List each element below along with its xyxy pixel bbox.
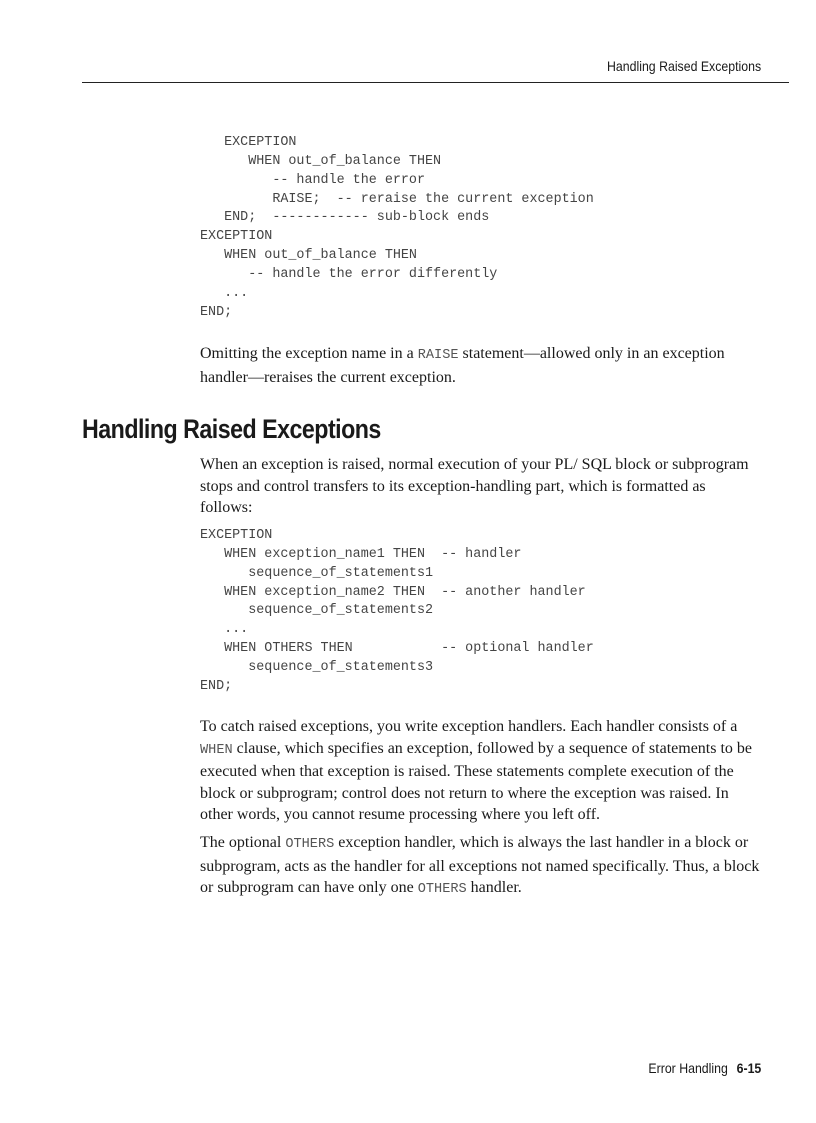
running-header: Handling Raised Exceptions xyxy=(606,58,761,74)
paragraph-text: statement—allowed only in an exception handler—reraises the current exception. xyxy=(200,345,725,386)
inline-code-others: OTHERS xyxy=(417,882,467,897)
page-number: 6-15 xyxy=(736,1060,761,1076)
inline-code-when: WHEN xyxy=(200,742,233,758)
code-block-reraise: EXCEPTION WHEN out_of_balance THEN -- handle the error RAISE; -- reraise the current exception END; ------------ sub-block ends EXCEPTION WHEN out_of_balance THEN -- handle the error differently ... END; xyxy=(200,135,594,320)
paragraph-omitting-exception-name xyxy=(200,343,760,388)
running-footer xyxy=(648,1060,761,1076)
paragraph-text: The optional xyxy=(200,834,286,851)
header-divider xyxy=(82,82,789,83)
paragraph-text: Omitting the exception name in a xyxy=(200,345,418,362)
paragraph-catch-exceptions xyxy=(200,716,760,826)
paragraph-others-handler xyxy=(200,832,760,901)
paragraph-text: handler. xyxy=(466,879,522,896)
paragraph-intro: When an exception is raised, normal execution of your PL/ SQL block or subprogram stops and control transfers to its exception-handling part, which is formatted as follows: xyxy=(200,456,749,516)
inline-code-others: OTHERS xyxy=(285,837,335,852)
footer-chapter: Error Handling xyxy=(648,1060,728,1076)
section-heading: Handling Raised Exceptions xyxy=(82,414,381,444)
inline-code-raise: RAISE xyxy=(417,348,459,363)
paragraph-text: To catch raised exceptions, you write exception handlers. Each handler consists of a xyxy=(200,718,738,735)
code-block-exception-syntax: EXCEPTION WHEN exception_name1 THEN -- handler sequence_of_statements1 WHEN exception_name2 THEN -- another handler sequence_of_statements2 ... WHEN OTHERS THEN -- optional handler sequence_of_statements3 END; xyxy=(200,528,594,694)
paragraph-text: exception handler, which is always the last handler in a block or subprogram, acts as the handler for all exceptions not named specifically. Thus, a block or subprogram can have only one xyxy=(200,834,760,896)
paragraph-text: clause, which specifies an exception, followed by a sequence of statements to be executed when that exception is raised. These statements complete execution of the block or subprogram; control does not return to where the exception was raised. In other words, you cannot resume processing where you left off. xyxy=(200,739,753,823)
